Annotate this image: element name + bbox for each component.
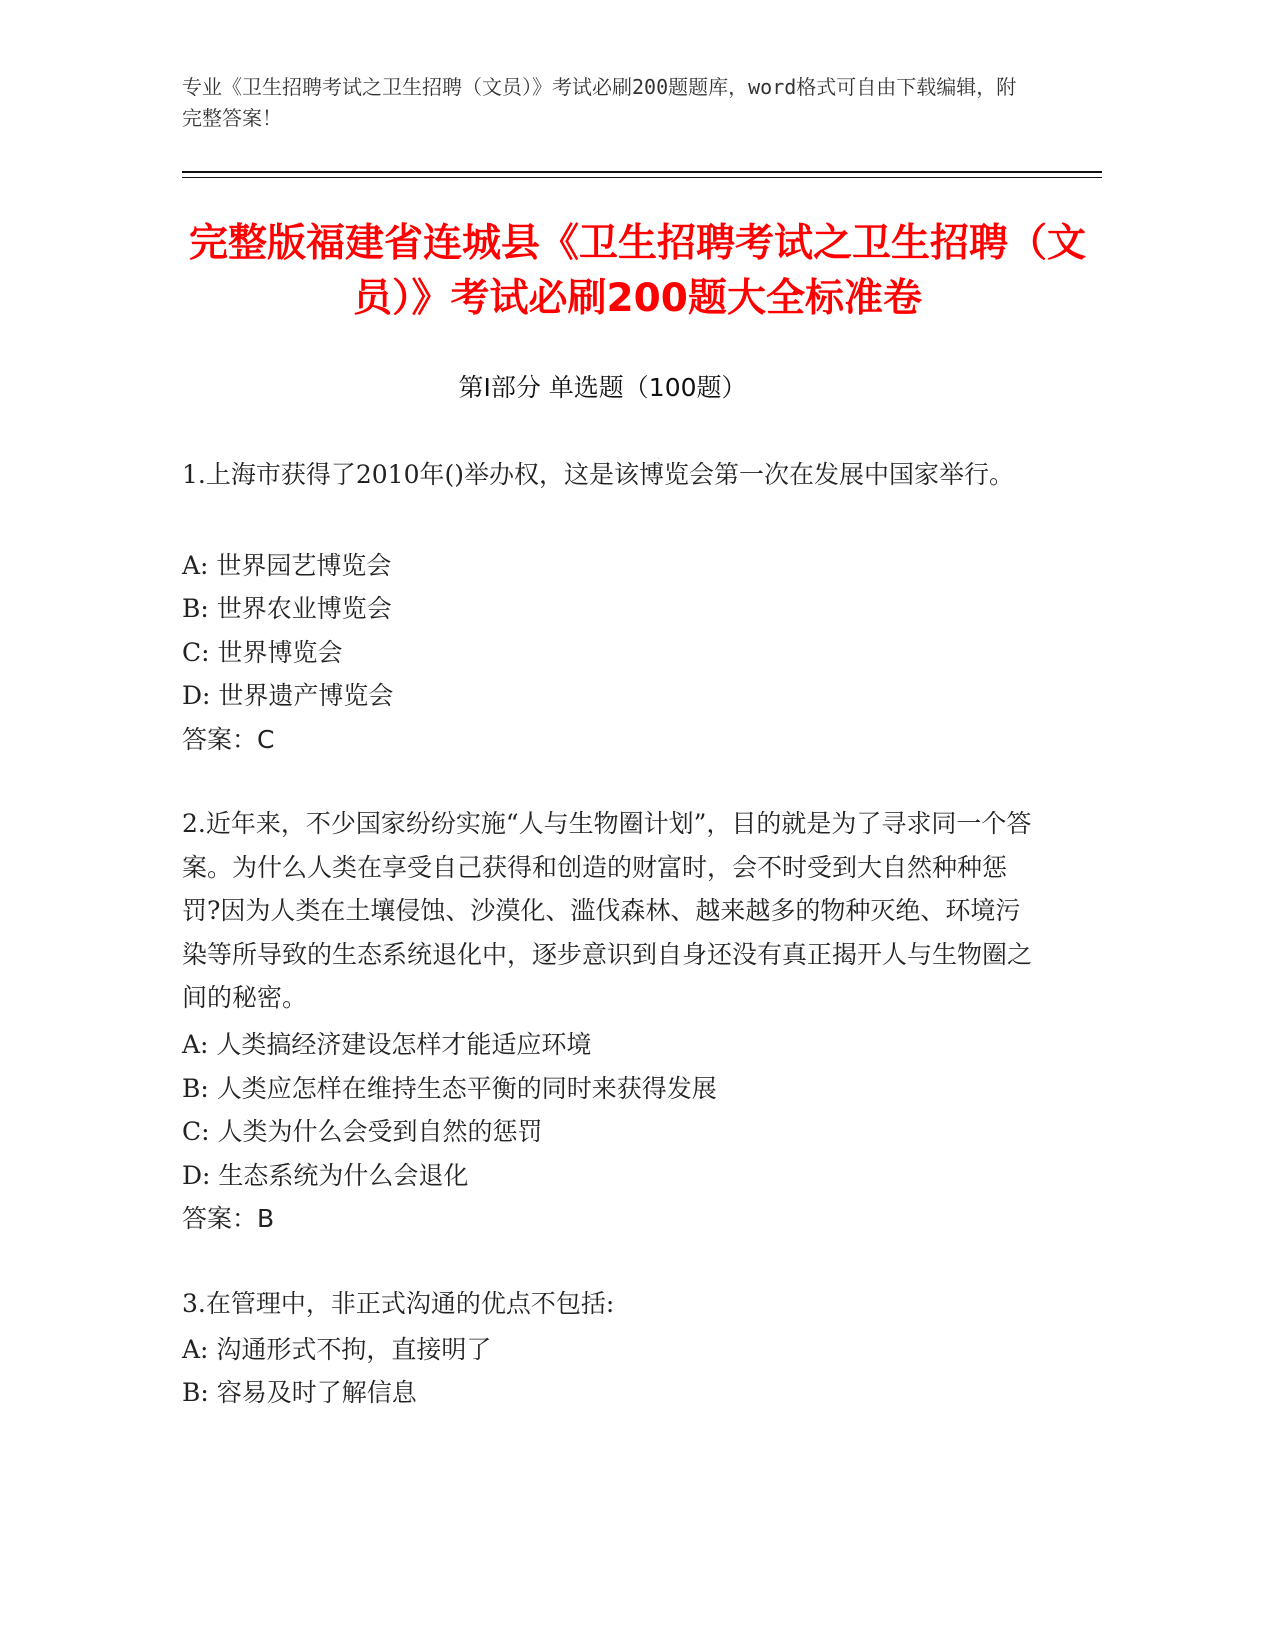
question-text: 3.在管理中，非正式沟通的优点不包括: [182, 1289, 615, 1318]
option-c: C: 世界博览会 [182, 638, 343, 667]
answer: 答案：C [182, 725, 275, 754]
option-a: A: 沟通形式不拘，直接明了 [182, 1335, 492, 1364]
option-b: B: 世界农业博览会 [182, 594, 392, 623]
option-d: D: 生态系统为什么会退化 [182, 1161, 469, 1190]
option-d: D: 世界遗产博览会 [182, 681, 394, 710]
question-text: 2.近年来，不少国家纷纷实施“人与生物圈计划”，目的就是为了寻求同一个答案。为什么人类在享受自己获得和创造的财富时，会不时受到大自然种种惩罚?因为人类在土壤侵蚀、沙漠化、滥伐森林、越来越多的物种灭绝、环境污染等所导致的生态系统退化中，逐步意识到自身还没有真正揭开人与生物圈之间的秘密。 [182, 809, 1033, 1012]
divider-thick [182, 171, 1102, 173]
section-title: 第I部分 单选题（100题） [458, 373, 747, 402]
option-a: A: 人类搞经济建设怎样才能适应环境 [182, 1030, 592, 1059]
answer: 答案：B [182, 1204, 275, 1233]
document-title: 完整版福建省连城县《卫生招聘考试之卫生招聘（文员）》考试必刷200题大全标准卷 [188, 221, 1086, 321]
option-a: A: 世界园艺博览会 [182, 551, 392, 580]
header-note: 专业《卫生招聘考试之卫生招聘（文员）》考试必刷200题题库，word格式可自由下载编辑，附完整答案！ [182, 75, 1017, 130]
question-text: 1.上海市获得了2010年()举办权，这是该博览会第一次在发展中国家举行。 [182, 460, 1014, 489]
option-c: C: 人类为什么会受到自然的惩罚 [182, 1117, 543, 1146]
divider-thin [182, 177, 1102, 178]
option-b: B: 容易及时了解信息 [182, 1378, 417, 1407]
option-b: B: 人类应怎样在维持生态平衡的同时来获得发展 [182, 1074, 717, 1103]
